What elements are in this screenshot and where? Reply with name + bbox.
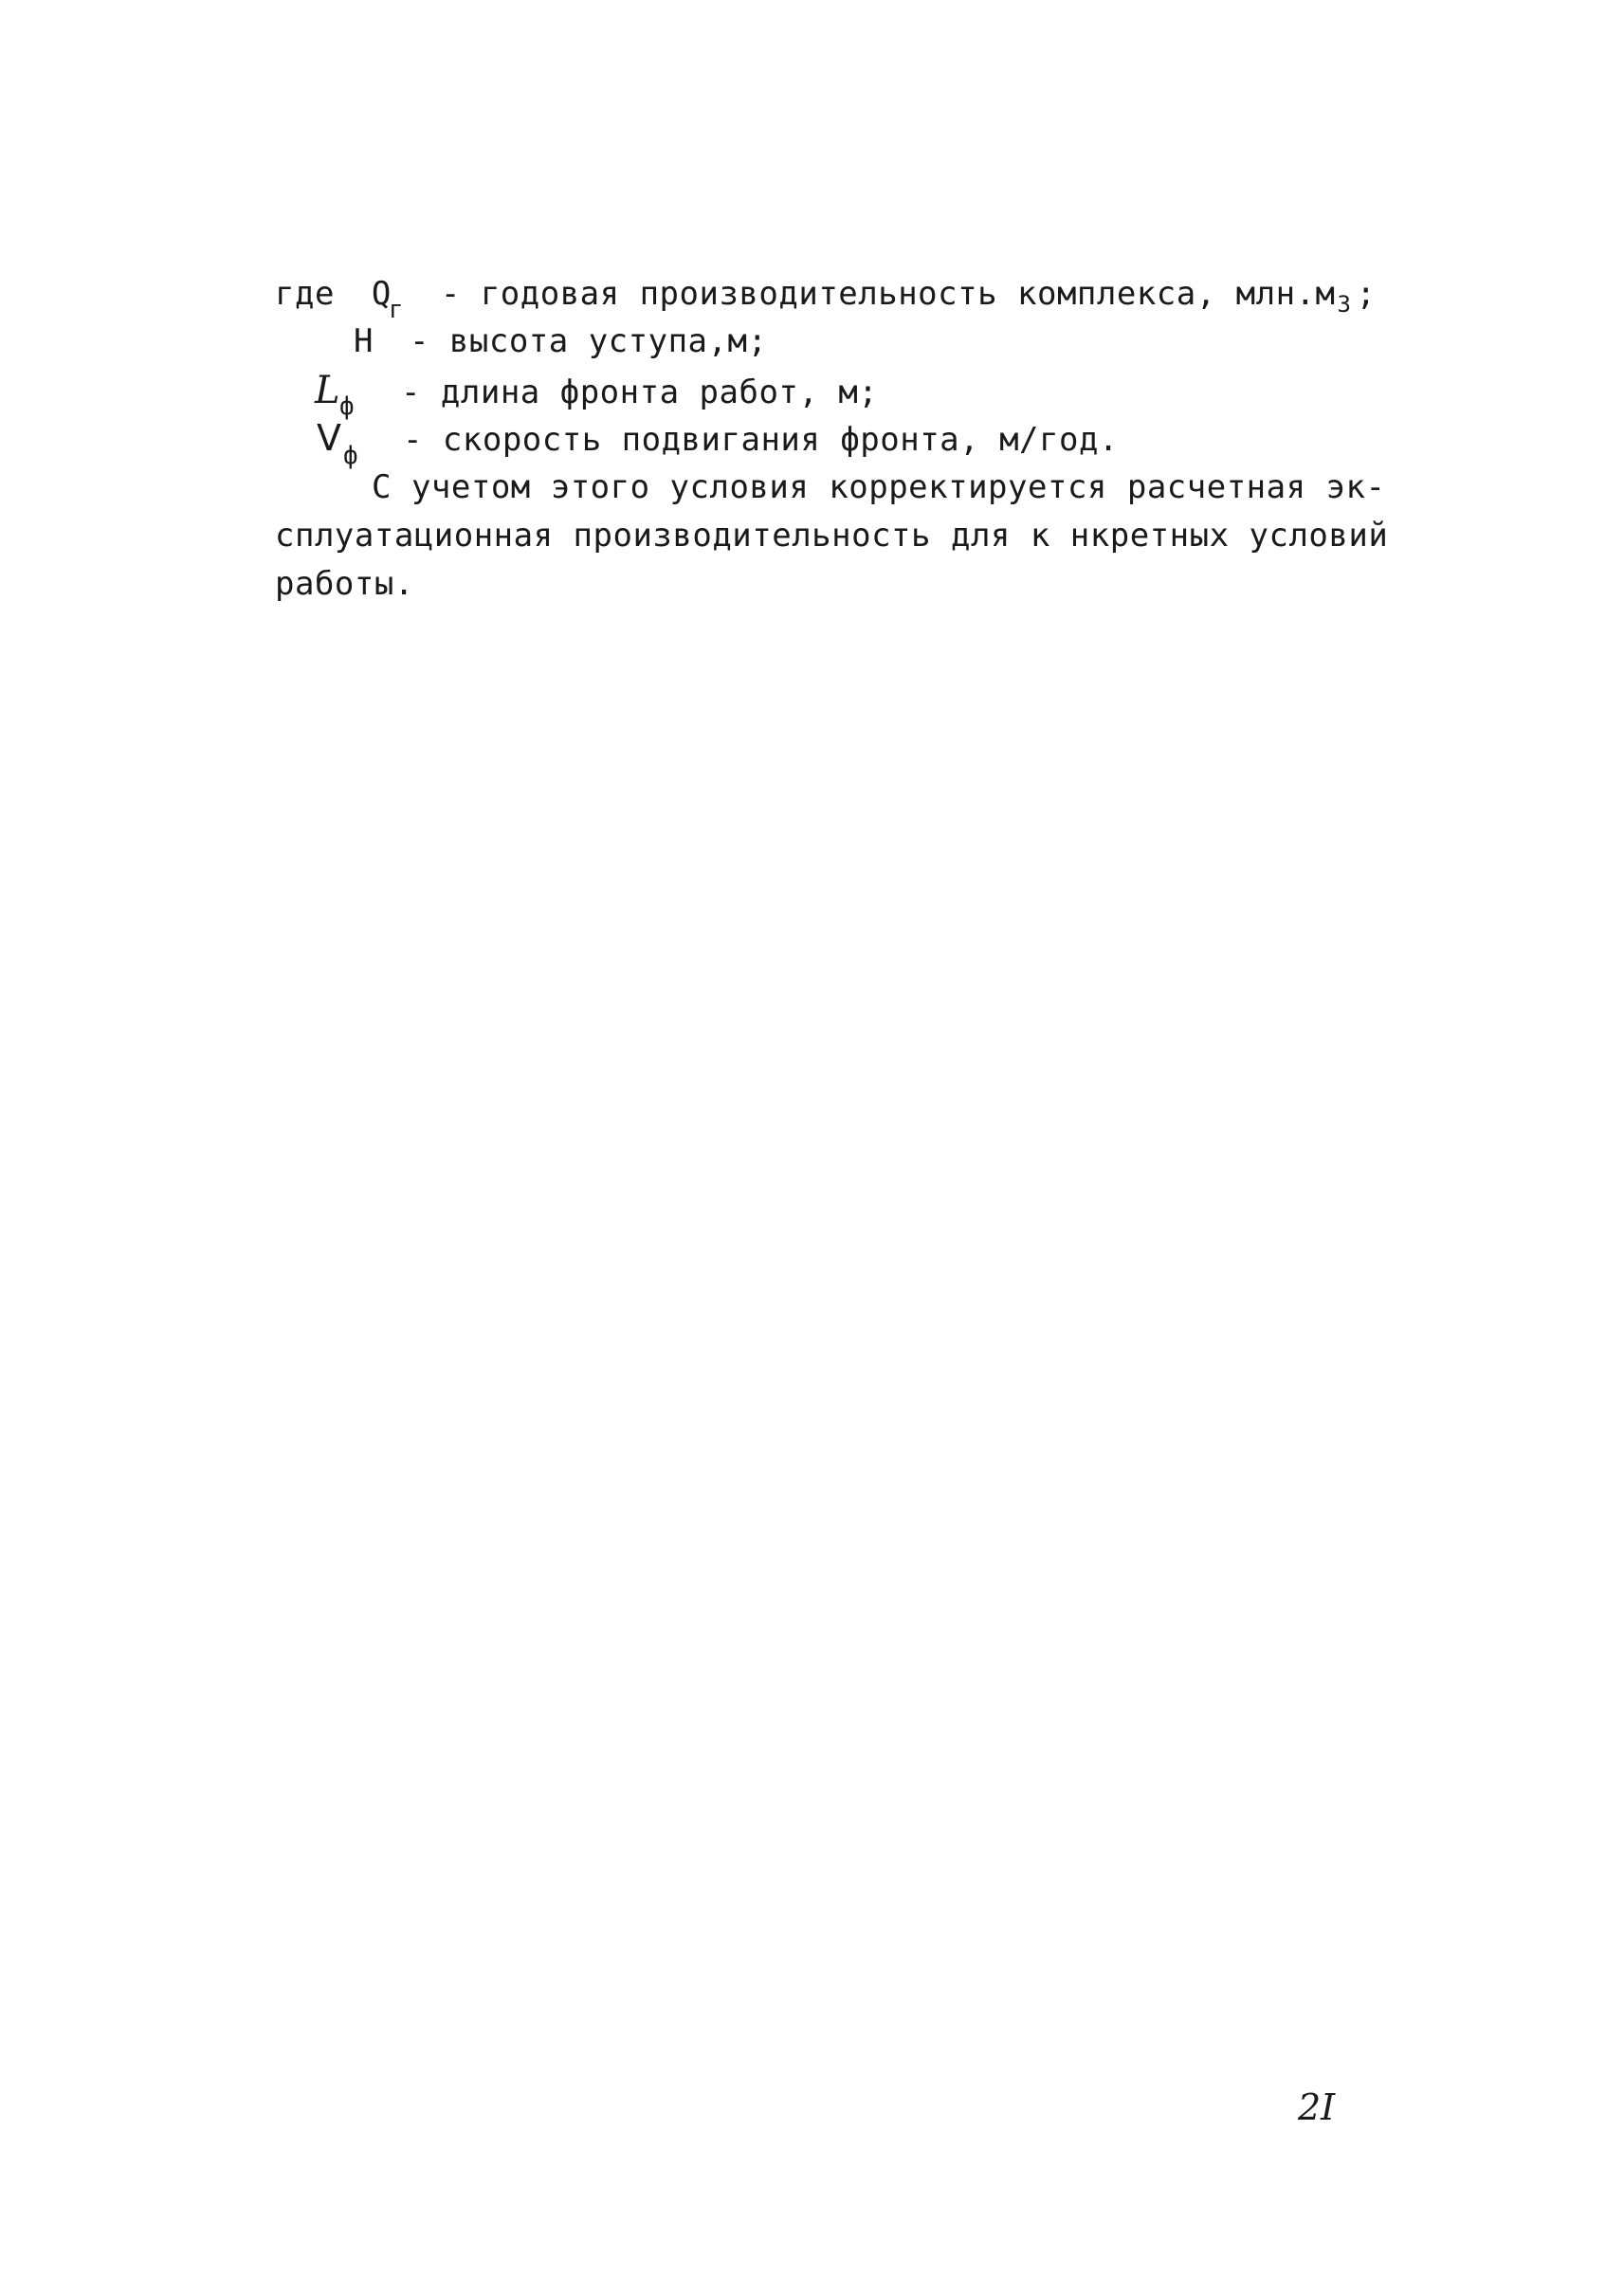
l-definition-text: - длина фронта работ, м; — [400, 373, 879, 411]
definition-v-line — [317, 417, 1119, 470]
h-definition-text: - высота уступа,м; — [409, 322, 768, 360]
q-subscript: г — [388, 296, 405, 324]
definition-q-line — [275, 275, 1377, 324]
definition-l-line — [315, 369, 879, 421]
q-symbol — [371, 275, 421, 324]
paragraph-line-1: С учетом этого условия корректируется расчетная эк- — [372, 468, 1386, 506]
l-symbol-letter: L — [315, 369, 341, 412]
h-symbol: Н — [354, 322, 374, 360]
where-word: где — [275, 275, 335, 313]
q-symbol-letter: Q — [371, 275, 392, 313]
page-number: 2I — [1298, 2086, 1336, 2128]
l-symbol — [315, 369, 381, 421]
v-symbol — [317, 417, 383, 470]
paragraph-line-3: работы. — [275, 565, 414, 603]
paragraph-line-2: сплуатационная производительность для к нкретных условий — [275, 517, 1389, 555]
q-tail: ; — [1356, 275, 1377, 313]
v-definition-text: - скорость подвигания фронта, м/год. — [402, 421, 1119, 459]
v-subscript: ф — [343, 442, 359, 470]
l-subscript: ф — [339, 392, 356, 421]
definition-h-line — [354, 322, 767, 360]
v-symbol-letter: V — [317, 417, 342, 459]
q-unit-superscript: 3 — [1337, 291, 1352, 318]
q-definition-text: - годовая производительность комплекса, млн.м — [440, 275, 1336, 313]
